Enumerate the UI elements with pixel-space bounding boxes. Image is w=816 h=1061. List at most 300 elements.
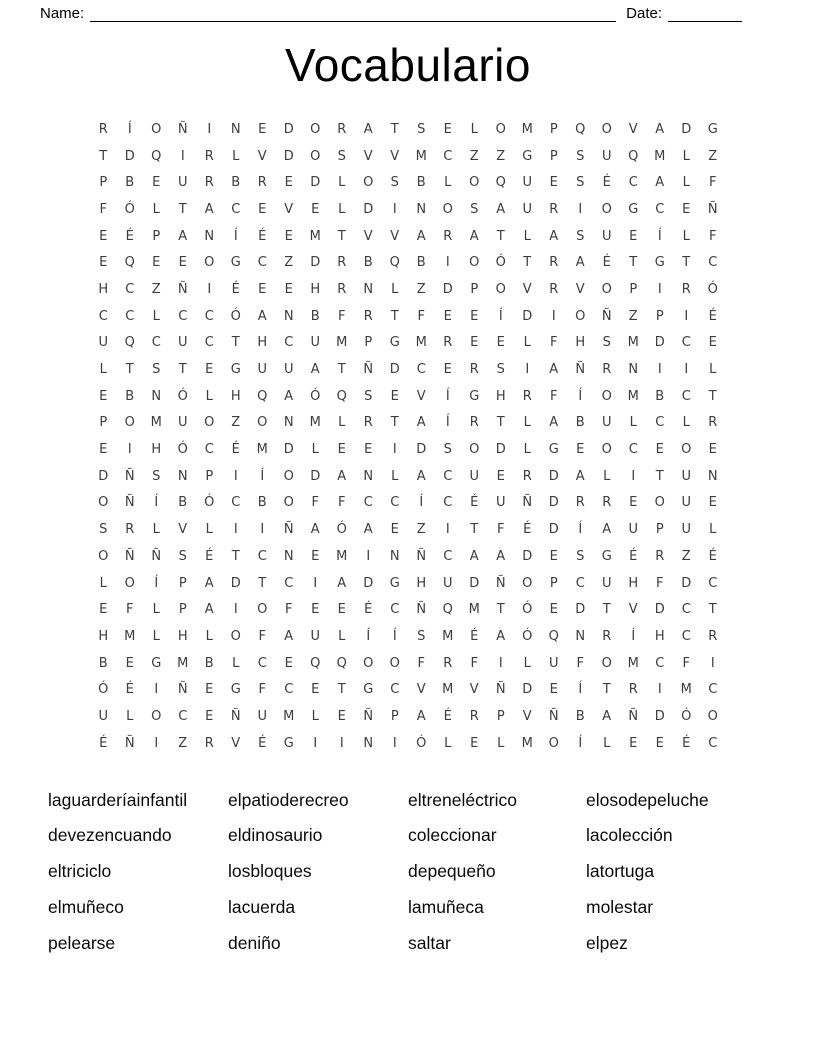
grid-letter: H [628,575,639,591]
grid-letter: P [364,335,373,351]
grid-letter: G [654,255,665,271]
grid-letter: N [283,548,294,564]
grid-letter: E [99,602,108,618]
grid-letter: B [655,388,665,404]
grid-letter: L [311,442,319,458]
grid-letter: Ó [124,201,135,217]
name-blank-line [90,7,616,22]
grid-letter: T [523,255,532,271]
grid-letter: Z [151,281,161,297]
grid-letter: C [390,682,400,698]
grid-letter: R [469,708,479,724]
grid-letter: R [98,121,108,137]
grid-letter: O [522,575,533,591]
grid-letter: V [628,121,638,137]
grid-letter: Q [628,148,639,164]
grid-letter: E [470,335,479,351]
grid-letter: Í [366,628,371,644]
grid-letter: L [497,735,505,751]
grid-letter: C [125,281,135,297]
grid-letter: Ñ [575,362,586,378]
grid-letter: L [682,415,690,431]
grid-letter: O [548,735,559,751]
grid-letter: O [601,281,612,297]
grid-letter: I [684,308,689,324]
date-blank-line [668,7,742,22]
grid-letter: P [655,308,664,324]
grid-letter: L [152,602,160,618]
grid-letter: R [681,281,691,297]
grid-letter: V [231,735,241,751]
grid-letter: O [283,495,294,511]
grid-letter: É [125,682,134,698]
grid-letter: E [311,201,320,217]
grid-letter: É [205,548,214,564]
grid-letter: C [681,335,691,351]
word-item: elpatioderecreo [228,789,349,810]
grid-letter: I [207,281,212,297]
grid-letter: A [363,522,373,538]
word-list-column [48,783,228,962]
word-item: eltriciclo [48,861,112,882]
grid-letter: R [549,201,559,217]
grid-letter: Í [578,388,583,404]
grid-letter: E [99,228,108,244]
grid-letter: Q [124,255,135,271]
grid-letter: S [443,442,452,458]
grid-letter: D [283,148,294,164]
grid-letter: R [708,415,718,431]
grid-letter: Í [154,575,159,591]
grid-letter: N [575,628,586,644]
grid-letter: D [389,362,400,378]
grid-letter: L [470,121,478,137]
grid-letter: D [442,281,453,297]
grid-letter: Ñ [363,362,374,378]
grid-letter: V [469,682,479,698]
date-label: Date: [626,5,662,22]
grid-letter: Í [445,415,450,431]
grid-letter: C [655,201,665,217]
grid-letter: D [548,522,559,538]
grid-letter: Í [260,468,265,484]
grid-letter: V [257,148,267,164]
grid-letter: A [655,121,665,137]
grid-letter: T [337,362,346,378]
grid-letter: C [575,575,585,591]
grid-letter: M [521,121,533,137]
grid-letter: C [98,308,108,324]
grid-letter: R [363,415,373,431]
grid-letter: S [576,228,585,244]
grid-letter: G [389,575,400,591]
grid-letter: F [338,308,346,324]
grid-letter: L [152,308,160,324]
grid-letter: D [575,602,586,618]
grid-letter: Ñ [177,121,188,137]
grid-letter: D [283,121,294,137]
grid-letter: C [443,495,453,511]
grid-letter: E [205,682,214,698]
grid-letter: F [576,655,584,671]
grid-letter: C [284,575,294,591]
grid-letter: Í [631,628,636,644]
grid-letter: R [602,495,612,511]
grid-letter: R [204,175,214,191]
grid-letter: A [257,308,267,324]
word-list-column [586,783,816,962]
grid-letter: N [416,201,427,217]
grid-letter: D [522,548,533,564]
grid-letter: P [655,522,664,538]
grid-letter: N [628,362,639,378]
grid-letter: G [230,362,241,378]
grid-letter: V [363,148,373,164]
grid-letter: D [469,575,480,591]
grid-letter: E [284,655,293,671]
grid-letter: E [337,442,346,458]
grid-letter: É [708,548,717,564]
grid-letter: Q [257,388,268,404]
grid-letter: U [495,495,506,511]
grid-letter: Í [578,522,583,538]
grid-letter: C [443,148,453,164]
grid-letter: I [233,522,238,538]
grid-letter: U [310,628,320,644]
grid-letter: C [708,735,718,751]
grid-letter: E [496,335,505,351]
grid-letter: É [470,628,479,644]
grid-letter: Ó [522,602,533,618]
grid-letter: Z [231,415,241,431]
grid-letter: V [178,522,188,538]
grid-letter: I [233,602,238,618]
grid-letter: L [523,415,531,431]
grid-letter: T [178,201,187,217]
grid-letter: S [337,148,346,164]
grid-letter: O [230,628,241,644]
grid-letter: C [390,602,400,618]
grid-letter: F [338,495,346,511]
grid-letter: A [549,415,559,431]
grid-letter: B [310,308,320,324]
grid-letter: C [204,308,214,324]
grid-letter: L [709,522,717,538]
grid-letter: E [125,655,134,671]
grid-letter: N [363,735,374,751]
grid-letter: E [708,442,717,458]
grid-letter: I [657,362,662,378]
grid-letter: E [496,468,505,484]
grid-letter: D [310,255,321,271]
grid-letter: I [631,468,636,484]
grid-letter: T [258,575,267,591]
grid-letter: I [578,201,583,217]
grid-letter: Z [628,308,638,324]
grid-letter: I [657,682,662,698]
grid-letter: I [551,308,556,324]
grid-letter: R [337,121,347,137]
grid-letter: L [338,201,346,217]
grid-letter: A [549,228,559,244]
grid-letter: B [204,655,214,671]
grid-letter: E [708,335,717,351]
grid-letter: L [338,628,346,644]
grid-letter: A [469,228,479,244]
grid-letter: O [469,175,480,191]
grid-letter: E [284,281,293,297]
grid-letter: O [654,495,665,511]
grid-letter: C [231,495,241,511]
grid-letter: M [256,442,268,458]
word-item: lacolección [586,825,673,846]
grid-letter: N [151,388,162,404]
grid-letter: S [602,335,611,351]
grid-letter: B [125,388,135,404]
grid-letter: É [231,442,240,458]
grid-letter: T [602,602,611,618]
grid-letter: É [602,175,611,191]
grid-letter: E [337,602,346,618]
grid-letter: U [98,708,108,724]
grid-letter: V [363,228,373,244]
grid-letter: T [337,228,346,244]
grid-letter: S [152,362,161,378]
grid-letter: U [681,468,691,484]
grid-letter: C [125,308,135,324]
grid-letter: A [337,575,347,591]
word-item: saltar [408,932,451,953]
grid-letter: T [470,522,479,538]
grid-letter: Q [310,655,321,671]
grid-letter: C [178,708,188,724]
grid-letter: O [601,655,612,671]
grid-letter: P [549,148,558,164]
grid-letter: Ñ [548,708,559,724]
grid-letter: D [416,442,427,458]
grid-letter: F [126,602,134,618]
grid-letter: E [364,442,373,458]
grid-letter: I [366,548,371,564]
grid-letter: U [628,522,638,538]
grid-letter: I [180,148,185,164]
grid-letter: R [443,228,453,244]
grid-letter: P [178,602,187,618]
grid-letter: I [445,522,450,538]
grid-letter: T [496,228,505,244]
grid-letter: N [707,468,718,484]
grid-letter: E [549,175,558,191]
grid-letter: B [178,495,188,511]
grid-letter: A [602,708,612,724]
grid-letter: P [205,468,214,484]
grid-letter: E [284,228,293,244]
grid-letter: T [682,255,691,271]
grid-letter: G [230,255,241,271]
grid-letter: A [363,121,373,137]
grid-letter: I [657,281,662,297]
grid-letter: U [522,201,532,217]
grid-letter: E [629,495,638,511]
grid-letter: Ñ [416,602,427,618]
grid-letter: F [258,628,266,644]
grid-letter: Í [445,388,450,404]
grid-letter: U [601,228,612,244]
grid-letter: C [390,495,400,511]
grid-letter: Í [233,228,238,244]
grid-letter: U [310,335,320,351]
grid-letter: N [230,121,241,137]
grid-letter: Ñ [124,735,135,751]
grid-letter: C [708,575,718,591]
grid-letter: Ñ [177,281,188,297]
grid-letter: C [443,468,453,484]
grid-letter: B [416,175,426,191]
grid-letter: E [549,548,558,564]
grid-letter: C [681,628,691,644]
grid-letter: G [389,335,400,351]
grid-letter: B [363,255,373,271]
grid-letter: F [258,682,266,698]
grid-letter: U [522,175,532,191]
grid-letter: M [627,655,639,671]
grid-letter: D [681,121,692,137]
grid-letter: R [363,308,373,324]
grid-letter: L [391,281,399,297]
grid-letter: É [443,708,452,724]
grid-letter: A [178,228,188,244]
grid-letter: C [178,308,188,324]
grid-letter: U [257,708,267,724]
grid-letter: O [257,602,268,618]
grid-letter: B [575,708,585,724]
grid-letter: R [469,415,479,431]
grid-letter: E [337,708,346,724]
grid-letter: R [257,175,267,191]
word-item: laguarderíainfantil [48,789,188,810]
grid-letter: F [550,335,558,351]
grid-letter: O [575,308,586,324]
grid-letter: V [390,228,400,244]
grid-letter: T [655,468,664,484]
grid-letter: L [523,442,531,458]
grid-letter: C [655,415,665,431]
grid-letter: C [681,388,691,404]
grid-letter: Z [416,281,426,297]
grid-letter: Z [178,735,188,751]
grid-letter: H [151,442,162,458]
grid-letter: E [549,602,558,618]
page-title: Vocabulario [285,39,531,91]
grid-letter: F [470,655,478,671]
grid-letter: C [257,655,267,671]
grid-letter: P [152,228,161,244]
grid-letter: V [522,708,532,724]
grid-letter: Ó [336,522,347,538]
grid-letter: Q [389,255,400,271]
grid-letter: C [204,335,214,351]
grid-letter: M [521,735,533,751]
grid-letter: L [444,735,452,751]
grid-letter: G [707,121,718,137]
grid-letter: R [628,682,638,698]
grid-letter: E [576,442,585,458]
grid-letter: Q [548,628,559,644]
grid-letter: E [549,682,558,698]
grid-letter: Ó [416,735,427,751]
word-item: depequeño [408,861,496,882]
grid-letter: Q [442,602,453,618]
grid-letter: A [337,468,347,484]
grid-letter: C [443,548,453,564]
grid-letter: A [549,362,559,378]
grid-letter: M [468,602,480,618]
grid-letter: R [125,522,135,538]
grid-letter: I [313,735,318,751]
grid-letter: U [681,495,691,511]
grid-letter: O [363,175,374,191]
grid-letter: M [415,335,427,351]
grid-letter: V [522,281,532,297]
grid-letter: D [548,468,559,484]
grid-letter: D [310,468,321,484]
grid-letter: A [310,522,320,538]
grid-letter: U [177,415,188,431]
grid-letter: F [99,201,107,217]
grid-letter: I [207,121,212,137]
grid-letter: L [682,148,690,164]
grid-letter: T [99,148,108,164]
grid-letter: I [233,468,238,484]
grid-letter: A [284,628,294,644]
grid-letter: C [284,682,294,698]
grid-letter: D [124,148,135,164]
grid-letter: R [522,388,532,404]
grid-letter: S [390,175,399,191]
grid-letter: U [257,362,267,378]
grid-letter: É [470,495,479,511]
grid-letter: V [390,148,400,164]
grid-letter: I [445,255,450,271]
grid-letter: S [152,468,161,484]
grid-letter: C [151,335,161,351]
grid-letter: R [575,495,585,511]
word-item: eldinosaurio [228,825,323,846]
grid-letter: U [442,575,453,591]
grid-letter: O [601,201,612,217]
grid-letter: A [284,388,294,404]
grid-letter: O [442,201,453,217]
grid-letter: I [498,655,503,671]
grid-letter: Í [127,121,132,137]
grid-letter: Ó [310,388,321,404]
grid-letter: S [364,388,373,404]
grid-letter: L [205,522,213,538]
grid-letter: G [363,682,374,698]
grid-letter: U [548,655,559,671]
grid-letter: D [363,201,374,217]
grid-letter: U [283,362,294,378]
grid-letter: O [310,121,321,137]
grid-letter: Í [392,628,397,644]
grid-letter: O [495,121,506,137]
grid-letter: T [231,548,240,564]
grid-letter: C [257,255,267,271]
grid-letter: E [258,121,267,137]
grid-letter: M [309,228,321,244]
grid-letter: O [601,388,612,404]
grid-letter: E [99,388,108,404]
